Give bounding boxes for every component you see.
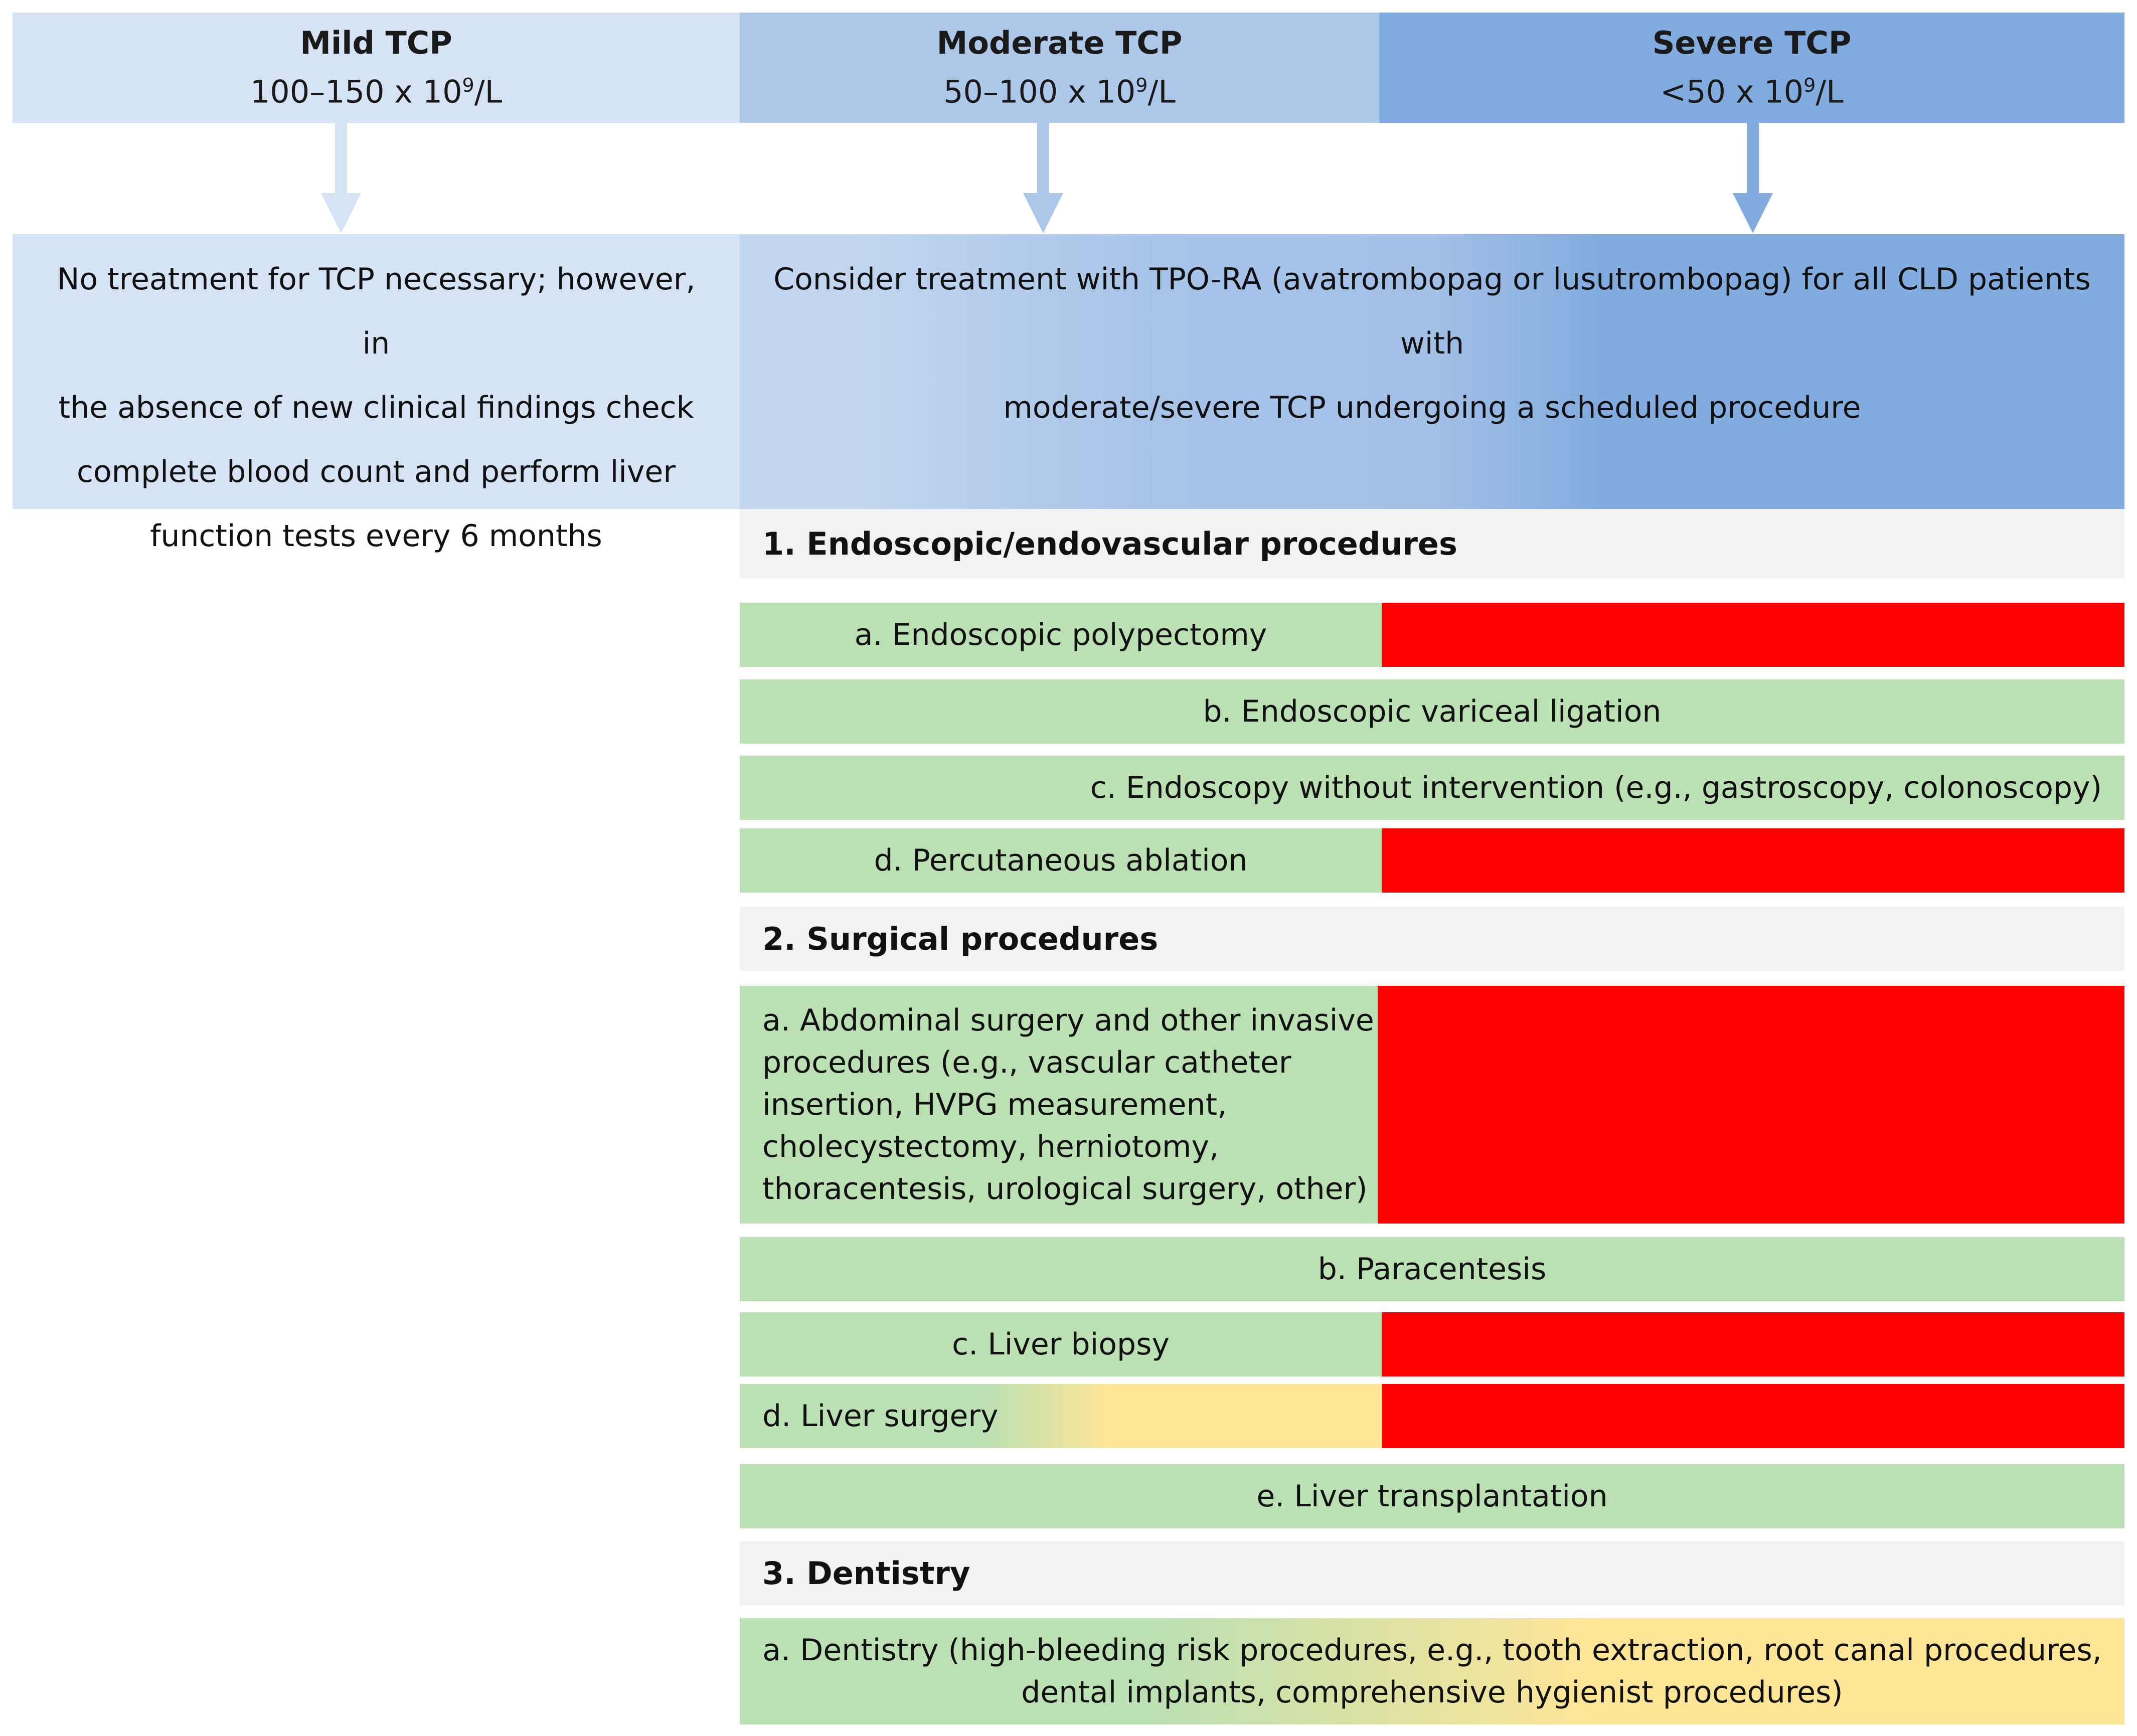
procedure-label: cholecystectomy, herniotomy,	[762, 1129, 1219, 1164]
section-endoscopic-header	[740, 509, 2124, 578]
row-percutaneous-ablation	[740, 828, 2124, 893]
procedure-label: b. Endoscopic variceal ligation	[1203, 694, 1662, 729]
mild-text-line: function tests every 6 months	[150, 518, 602, 554]
treatment-recommendation	[740, 234, 2124, 509]
row-liver-biopsy	[740, 1312, 2124, 1376]
procedure-label: b. Paracentesis	[1318, 1252, 1547, 1287]
risk-cell-red	[1382, 1384, 2124, 1448]
section-dentistry-header	[740, 1541, 2124, 1605]
row-endoscopic-polypectomy	[740, 603, 2124, 667]
row-endoscopic-variceal-ligation	[740, 679, 2124, 744]
section-title: 1. Endoscopic/endovascular procedures	[762, 525, 1457, 562]
severe-tcp-range: <50 x $10^9/L$	[1660, 73, 1844, 110]
moderate-tcp-title: Moderate TCP	[936, 25, 1183, 62]
treatment-text-line: moderate/severe TCP undergoing a scheduled procedure	[1003, 390, 1861, 425]
mild-text-line: No treatment for TCP necessary; however, in	[57, 262, 696, 361]
procedure-label: d. Percutaneous ablation	[874, 843, 1248, 878]
mild-recommendation	[13, 234, 740, 554]
risk-cell-green	[740, 986, 1378, 1224]
risk-cell-red	[1382, 603, 2124, 667]
arrow-down-icon	[321, 123, 361, 233]
section-title: 3. Dentistry	[762, 1554, 970, 1592]
mild-tcp-header	[13, 13, 740, 123]
risk-cell-green	[740, 603, 1382, 667]
row-liver-transplantation	[740, 1464, 2124, 1528]
risk-cell-red	[1382, 1312, 2124, 1376]
procedure-label: a. Dentistry (high-bleeding risk procedures, e.g., tooth extraction, root canal procedures,	[762, 1633, 2102, 1668]
arrow-down-icon	[1733, 123, 1773, 233]
procedure-label: c. Endoscopy without intervention (e.g., gastroscopy, colonoscopy)	[1090, 770, 2102, 805]
treatment-text-line: Consider treatment with TPO-RA (avatrombopag or lusutrombopag) for all CLD patients with	[773, 262, 2091, 361]
procedure-label: d. Liver surgery	[762, 1399, 999, 1434]
procedure-label: dental implants, comprehensive hygienist procedures)	[1021, 1675, 1843, 1710]
procedure-label: a. Endoscopic polypectomy	[854, 617, 1267, 652]
risk-cell-red	[1382, 828, 2124, 893]
row-dentistry	[740, 1618, 2124, 1724]
mild-text-line: the absence of new clinical findings check	[58, 390, 694, 425]
row-abdominal-surgery	[740, 986, 2124, 1224]
moderate-tcp-header	[740, 13, 1379, 123]
procedure-label: procedures (e.g., vascular catheter	[762, 1045, 1291, 1080]
procedure-label: a. Abdominal surgery and other invasive	[762, 1003, 1374, 1038]
procedure-label: e. Liver transplantation	[1256, 1479, 1608, 1514]
section-title: 2. Surgical procedures	[762, 920, 1159, 957]
arrow-down-icon	[1023, 123, 1063, 233]
row-paracentesis	[740, 1237, 2124, 1301]
severe-tcp-header	[1379, 13, 2124, 123]
section-surgical-header	[740, 907, 2124, 971]
risk-cell-red	[1378, 986, 2124, 1224]
moderate-tcp-range: 50–100 x $10^9/L$	[943, 73, 1176, 110]
row-liver-surgery	[740, 1384, 2124, 1448]
mild-text-line: complete blood count and perform liver	[76, 454, 676, 489]
risk-cell-green	[740, 828, 1382, 893]
severe-tcp-title: Severe TCP	[1652, 25, 1852, 62]
risk-cell-green	[740, 1312, 1382, 1376]
risk-cell-green-yellow	[740, 1384, 1382, 1448]
mild-tcp-range: 100–150 x $10^9/L$	[250, 73, 503, 110]
row-endoscopy-without-intervention	[740, 756, 2124, 820]
procedure-label: insertion, HVPG measurement,	[762, 1087, 1227, 1122]
procedure-label: c. Liver biopsy	[952, 1327, 1170, 1362]
procedure-label: thoracentesis, urological surgery, other)	[762, 1171, 1368, 1206]
mild-tcp-title: Mild TCP	[300, 25, 452, 62]
